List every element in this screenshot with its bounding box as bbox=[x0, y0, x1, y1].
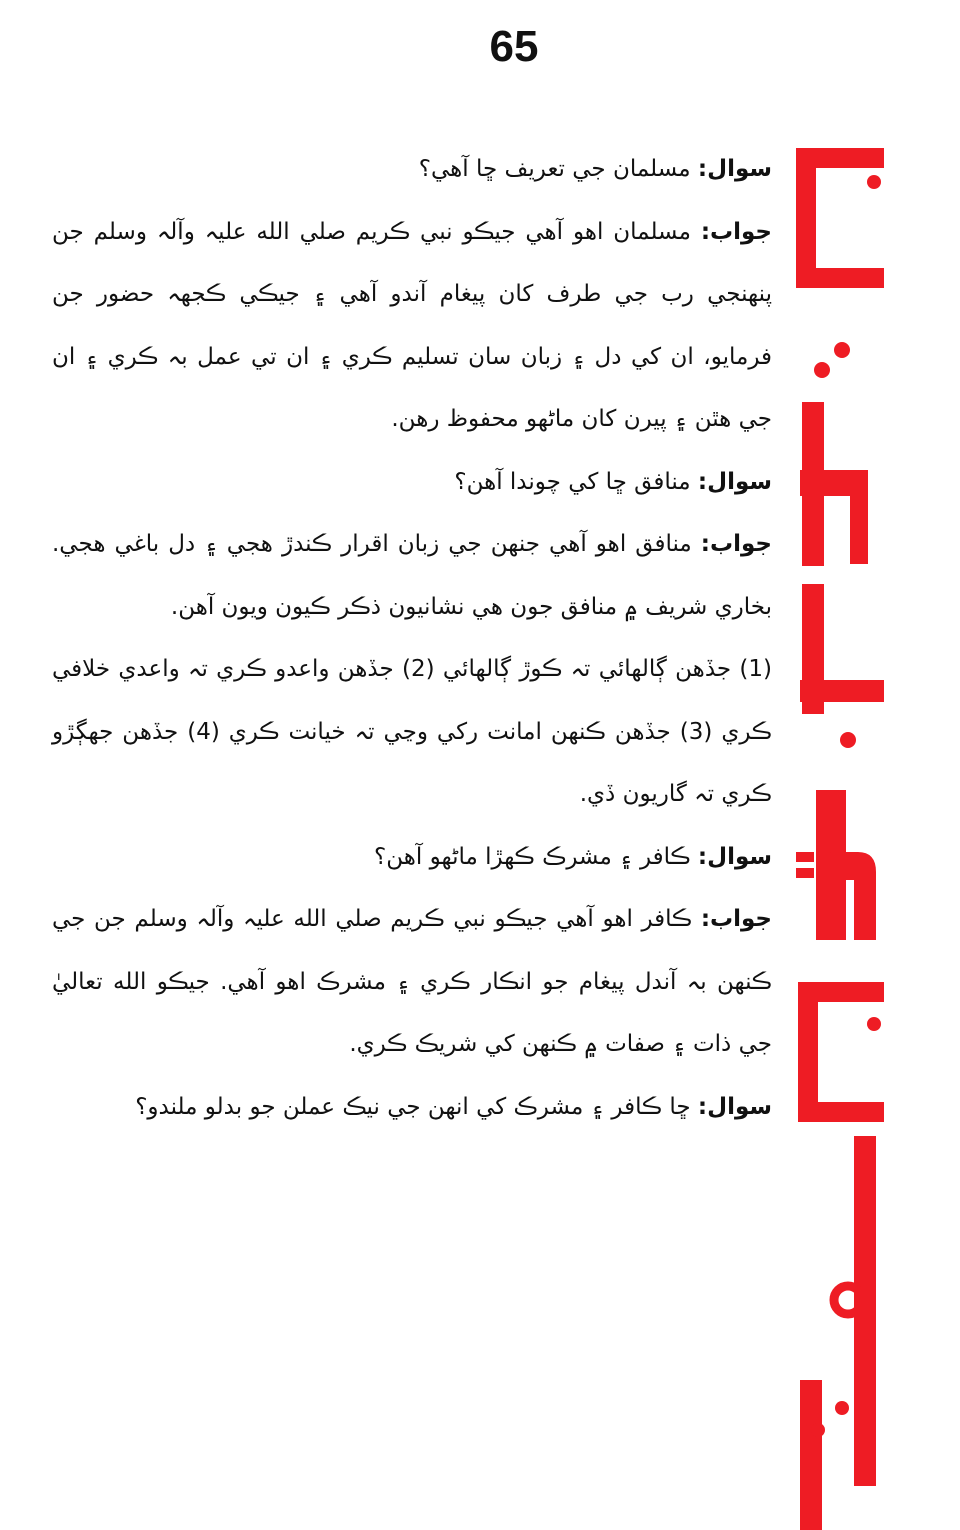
question-text: ڇا ڪافر ۽ مشرڪ کي انهن جي نيڪ عملن جو بدلو ملندو؟ bbox=[135, 1093, 691, 1120]
question-paragraph bbox=[52, 138, 772, 201]
question-label: سوال: bbox=[697, 468, 772, 495]
answer-label: جواب: bbox=[700, 906, 773, 932]
decorative-calligraphy bbox=[792, 140, 892, 1530]
answer-paragraph bbox=[52, 513, 772, 638]
answer-text: منافق اهو آهي جنهن جي زبان اقرار ڪندڙ هجي ۽ دل باغي هجي. بخاري شريف ۾ منافق جون هي نشانيون ذڪر ڪيون ويون آهن. bbox=[52, 531, 772, 620]
question-label: سوال: bbox=[697, 156, 772, 182]
text-column bbox=[52, 138, 772, 1138]
side-banner bbox=[792, 140, 892, 1530]
question-paragraph bbox=[52, 826, 772, 889]
question-text: منافق ڇا کي چوندا آهن؟ bbox=[454, 468, 691, 495]
answer-paragraph bbox=[52, 888, 772, 1076]
list-text: (1) جڏهن ڳالهائي تہ ڪوڙ ڳالهائي (2) جڏهن واعدو ڪري تہ واعدي خلافي ڪري (3) جڏهن ڪنهن امانت رکي وڃي تہ خيانت ڪري (4) جڏهن جهڳڙو ڪري تہ گاريون ڏي. bbox=[52, 656, 772, 807]
answer-paragraph bbox=[52, 201, 772, 451]
list-paragraph bbox=[52, 638, 772, 826]
answer-text: مسلمان اهو آهي جيڪو نبي ڪريم صلي الله عليہ وآلہ وسلم جن پنهنجي رب جي طرف کان پيغام آندو آهي ۽ جيڪي ڪجهہ حضور جن فرمايو، ان کي دل ۽ زبان سان تسليم ڪري ۽ ان تي عمل بہ ڪري ۽ ان جي هٿن ۽ پيرن کان ماڻهو محفوظ رهن. bbox=[52, 218, 772, 432]
question-paragraph bbox=[52, 1076, 772, 1139]
question-label: سوال: bbox=[697, 1093, 772, 1120]
answer-label: جواب: bbox=[700, 218, 773, 245]
answer-label: جواب: bbox=[700, 531, 772, 557]
question-label: سوال: bbox=[697, 843, 772, 870]
question-text: ڪافر ۽ مشرڪ ڪهڙا ماڻهو آهن؟ bbox=[374, 843, 691, 870]
question-text: مسلمان جي تعريف ڇا آهي؟ bbox=[418, 156, 691, 182]
answer-text: ڪافر اهو آهي جيڪو نبي ڪريم صلي الله عليہ وآلہ وسلم جن جي ڪنهن بہ آندل پيغام جو انڪار ڪري ۽ مشرڪ اهو آهي. جيڪو الله تعاليٰ جي ذات ۽ صفات ۾ ڪنهن کي شريڪ ڪري. bbox=[52, 906, 772, 1057]
page-number: 65 bbox=[489, 22, 539, 71]
question-paragraph bbox=[52, 451, 772, 514]
